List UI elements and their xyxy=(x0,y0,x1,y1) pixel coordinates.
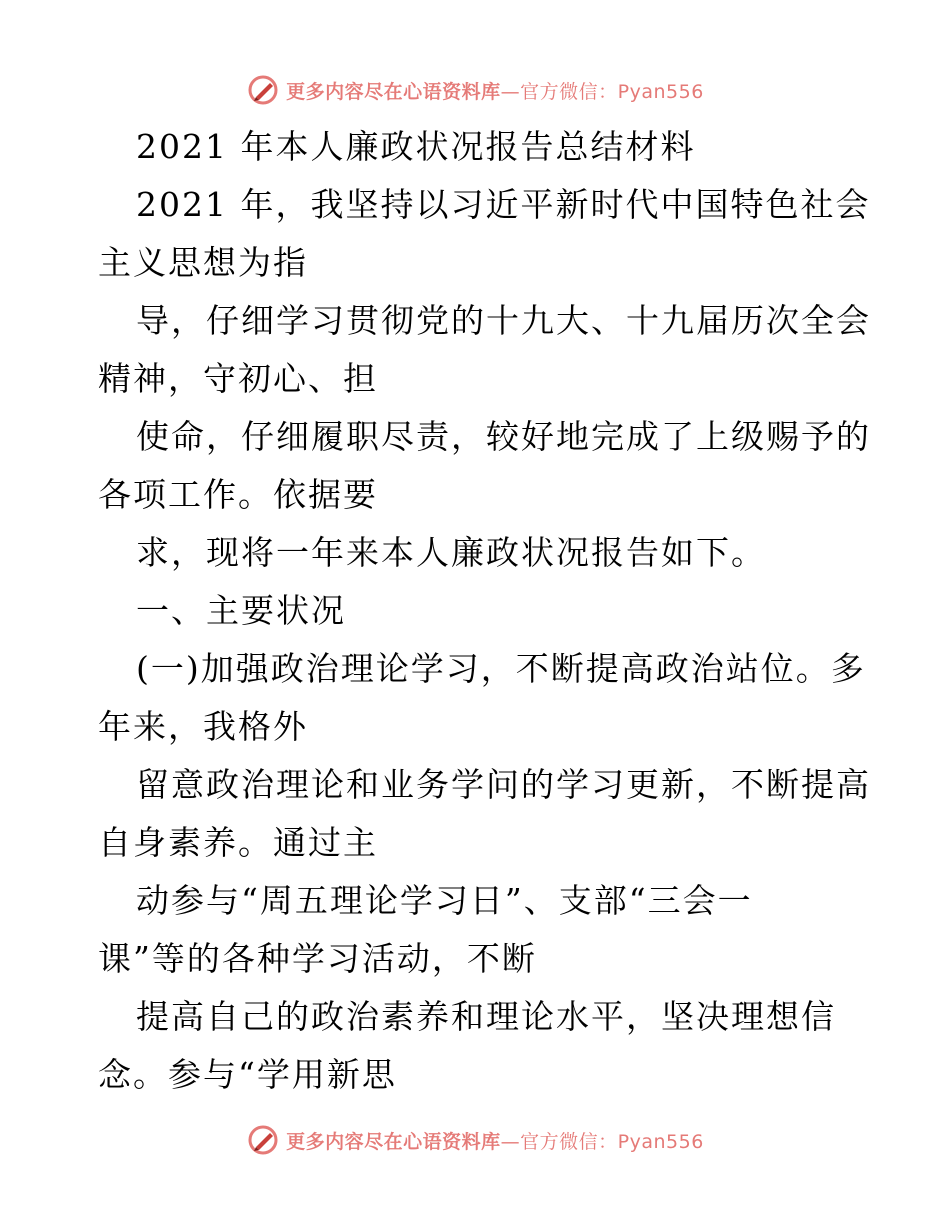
document-line: 使命，仔细履职尽责，较好地完成了上级赐予的 xyxy=(136,417,871,456)
document-line: 精神，守初心、担 xyxy=(98,359,378,398)
document-line: 一、主要状况 xyxy=(136,591,346,630)
document-line: 导，仔细学习贯彻党的十九大、十九届历次全会 xyxy=(136,301,871,340)
watermark-main-text: 更多内容尽在心语资料库 xyxy=(286,80,501,103)
header-watermark xyxy=(0,70,950,110)
document-line: 各项工作。依据要 xyxy=(98,475,378,514)
watermark-dash: — xyxy=(500,80,521,103)
document-line: 求，现将一年来本人廉政状况报告如下。 xyxy=(136,533,766,572)
document-body xyxy=(98,118,871,1104)
document-line: 主义思想为指 xyxy=(98,243,308,282)
document-line: 提高自己的政治素养和理论水平，坚决理想信 xyxy=(136,997,836,1036)
document-line: (一)加强政治理论学习，不断提高政治站位。多 xyxy=(136,649,866,688)
document-line: 动参与“周五理论学习日”、支部“三会一 xyxy=(136,881,753,920)
document-line: 自身素养。通过主 xyxy=(98,823,378,862)
document-line: 念。参与“学用新思 xyxy=(98,1055,397,1094)
pen-logo-icon xyxy=(246,1123,280,1157)
watermark-dash: — xyxy=(500,1130,521,1153)
footer-watermark xyxy=(0,1120,950,1160)
document-line: 留意政治理论和业务学问的学习更新，不断提高 xyxy=(136,765,871,804)
document-line: 课”等的各种学习活动，不断 xyxy=(98,939,537,978)
document-line: 2021 年本人廉政状况报告总结材料 xyxy=(136,127,696,166)
pen-logo-icon xyxy=(246,73,280,107)
document-line: 年来，我格外 xyxy=(98,707,308,746)
watermark-wechat-text: 官方微信：Pyan556 xyxy=(520,1130,704,1153)
watermark-main-text: 更多内容尽在心语资料库 xyxy=(286,1130,501,1153)
document-line: 2021 年，我坚持以习近平新时代中国特色社会 xyxy=(136,185,871,224)
watermark-wechat-text: 官方微信：Pyan556 xyxy=(520,80,704,103)
